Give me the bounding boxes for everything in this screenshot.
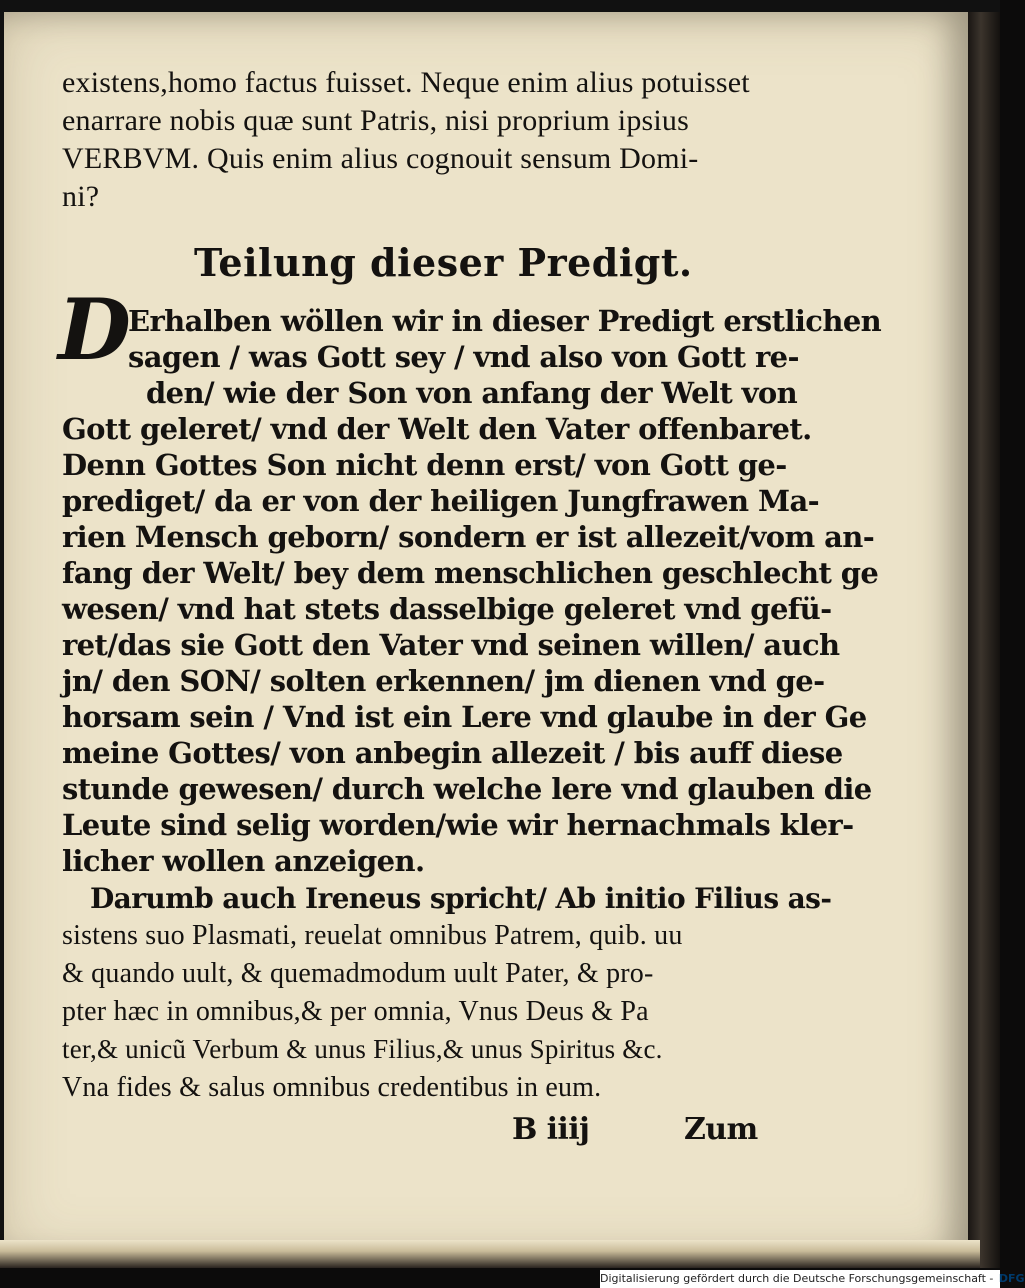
latin-line-1: existens,homo factus fuisset. Neque enim alius potuisset — [62, 66, 750, 99]
german-line-13: meine Gottes/ von anbegin allezeit / bis auff diese — [62, 736, 843, 770]
german-line-5: Denn Gottes Son nicht denn erst/ von Gott ge- — [62, 448, 787, 482]
german-line-9: wesen/ vnd hat stets dasselbige geleret vnd gefü- — [62, 592, 832, 626]
book-page — [4, 12, 970, 1260]
dfg-logo: DFG — [998, 1272, 1025, 1285]
latin-line-4: ni? — [62, 180, 100, 213]
german-line-14: stunde gewesen/ durch welche lere vnd glauben die — [62, 772, 872, 806]
catchword: Zum — [684, 1112, 758, 1147]
mixed-line-1: Darumb auch Ireneus spricht/ Ab initio Filius as- — [90, 882, 832, 915]
german-line-3: den/ wie der Son von anfang der Welt von — [146, 376, 798, 410]
german-line-1: Erhalben wöllen wir in dieser Predigt erstlichen — [128, 304, 882, 338]
mixed-line-5: ter,& unicũ Verbum & unus Filius,& unus Spiritus &c. — [62, 1034, 663, 1064]
latin-line-3: VERBVM. Quis enim alius cognouit sensum Domi- — [62, 142, 699, 175]
german-line-16: licher wollen anzeigen. — [62, 844, 425, 878]
german-line-10: ret/das sie Gott den Vater vnd seinen willen/ auch — [62, 628, 840, 662]
mixed-line-3: & quando uult, & quemadmodum uult Pater, & pro- — [62, 958, 654, 989]
book-spine-shadow — [968, 12, 1000, 1268]
page-edge — [0, 1240, 980, 1268]
german-line-11: jn/ den SON/ solten erkennen/ jm dienen vnd ge- — [62, 664, 825, 698]
german-line-15: Leute sind selig worden/wie wir hernachmals kler- — [62, 808, 854, 842]
mixed-line-6: Vna fides & salus omnibus credentibus in eum. — [62, 1072, 602, 1103]
mixed-line-2: sistens suo Plasmati, reuelat omnibus Patrem, quib. uu — [62, 920, 683, 951]
german-line-4: Gott geleret/ vnd der Welt den Vater offenbaret. — [62, 412, 812, 446]
german-line-12: horsam sein / Vnd ist ein Lere vnd glaube in der Ge — [62, 700, 867, 734]
mixed-line-4: pter hæc in omnibus,& per omnia, Vnus Deus & Pa — [62, 996, 649, 1027]
footer-text: Digitalisierung gefördert durch die Deutsche Forschungsgemeinschaft - — [600, 1272, 994, 1285]
latin-line-2: enarrare nobis quæ sunt Patris, nisi proprium ipsius — [62, 104, 690, 137]
funding-footer — [600, 1270, 1025, 1288]
german-line-6: prediget/ da er von der heiligen Jungfrawen Ma- — [62, 484, 820, 518]
german-line-8: fang der Welt/ bey dem menschlichen geschlecht ge — [62, 556, 879, 590]
section-heading: Teilung dieser Predigt. — [194, 240, 693, 285]
german-line-2: sagen / was Gott sey / vnd also von Gott re- — [128, 340, 799, 374]
german-line-7: rien Mensch geborn/ sondern er ist allezeit/vom an- — [62, 520, 875, 554]
signature-mark: B iiij — [512, 1112, 590, 1147]
drop-cap: D — [58, 280, 131, 379]
